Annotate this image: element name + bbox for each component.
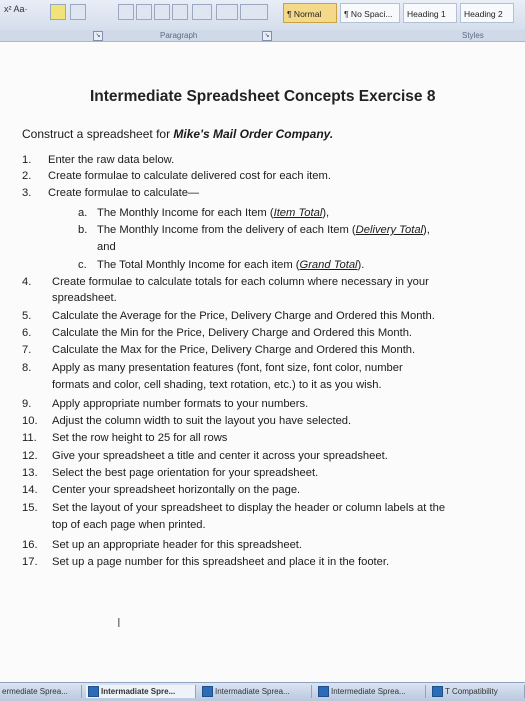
list-item: Calculate the Average for the Price, Delivery Charge and Ordered this Month. bbox=[52, 310, 435, 322]
defined-term: Delivery Total bbox=[355, 224, 424, 236]
list-item: Set the layout of your spreadsheet to display the header or column labels at the bbox=[52, 502, 446, 514]
highlight-color-button[interactable] bbox=[50, 4, 66, 20]
list-number: 17. bbox=[22, 556, 38, 568]
list-item: Apply appropriate number formats to your numbers. bbox=[52, 398, 309, 410]
list-number: 9. bbox=[22, 398, 32, 410]
taskbar-item-5[interactable] bbox=[430, 685, 525, 698]
defined-term: Grand Total bbox=[299, 259, 358, 271]
list-item: Enter the raw data below. bbox=[48, 154, 175, 166]
list-item-text: The Total Monthly Income for each item ( bbox=[97, 259, 300, 271]
list-number: 12. bbox=[22, 450, 38, 462]
list-item-text: ), bbox=[423, 224, 430, 236]
taskbar-item-label: ermediate Sprea... bbox=[2, 687, 68, 696]
list-item: formats and color, cell shading, text rotation, etc.) to it as you wish. bbox=[52, 379, 382, 391]
taskbar-item-2[interactable] bbox=[86, 685, 196, 698]
font-size-controls[interactable]: x² Aa· bbox=[4, 4, 28, 14]
style-no-spacing[interactable]: ¶ No Spaci... bbox=[340, 3, 400, 23]
ribbon-group-labels bbox=[0, 30, 525, 42]
taskbar bbox=[0, 682, 525, 701]
justify-button[interactable] bbox=[172, 4, 188, 20]
list-number: 3. bbox=[22, 187, 32, 199]
taskbar-item-1[interactable] bbox=[0, 685, 82, 698]
list-number: 14. bbox=[22, 484, 38, 496]
list-item-text: The Monthly Income from the delivery of each Item ( bbox=[97, 224, 356, 236]
list-item: Calculate the Min for the Price, Delivery Charge and Ordered this Month. bbox=[52, 327, 413, 339]
paragraph-dialog-launcher-icon[interactable]: ↘ bbox=[262, 31, 272, 41]
taskbar-item-4[interactable] bbox=[316, 685, 426, 698]
list-item-text: ). bbox=[357, 259, 365, 271]
taskbar-item-label: Intermadiate Spre... bbox=[101, 687, 176, 696]
document-page[interactable] bbox=[0, 42, 525, 682]
list-number: 6. bbox=[22, 327, 32, 339]
word-document-icon bbox=[432, 686, 443, 697]
taskbar-item-3[interactable] bbox=[200, 685, 312, 698]
list-item: Select the best page orientation for your spreadsheet. bbox=[52, 467, 319, 479]
style-heading-2[interactable]: Heading 2 bbox=[460, 3, 514, 23]
style-normal[interactable]: ¶ Normal bbox=[283, 3, 337, 23]
list-item: Create formulae to calculate delivered cost for each item. bbox=[48, 170, 331, 182]
list-item: Set up a page number for this spreadsheet and place it in the footer. bbox=[52, 556, 390, 568]
list-number: c. bbox=[78, 259, 87, 271]
list-item: Adjust the column width to suit the layout you have selected. bbox=[52, 415, 352, 427]
list-item: Apply as many presentation features (font, font size, font color, number bbox=[52, 362, 403, 374]
list-number: 8. bbox=[22, 362, 32, 374]
list-number: 2. bbox=[22, 170, 32, 182]
list-item bbox=[97, 207, 329, 220]
list-item: Calculate the Max for the Price, Delivery Charge and Ordered this Month. bbox=[52, 344, 416, 356]
styles-group-label: Styles bbox=[462, 31, 484, 40]
style-heading-1[interactable]: Heading 1 bbox=[403, 3, 457, 23]
align-right-button[interactable] bbox=[154, 4, 170, 20]
list-item: spreadsheet. bbox=[52, 292, 117, 304]
list-item bbox=[97, 259, 364, 272]
list-number: 13. bbox=[22, 467, 38, 479]
intro-line bbox=[22, 127, 333, 141]
list-item: Center your spreadsheet horizontally on the page. bbox=[52, 484, 301, 496]
word-document-icon bbox=[88, 686, 99, 697]
taskbar-item-label: Intermediate Sprea... bbox=[331, 687, 406, 696]
list-number: 1. bbox=[22, 154, 32, 166]
list-number: 10. bbox=[22, 415, 38, 427]
font-dialog-launcher-icon[interactable]: ↘ bbox=[93, 31, 103, 41]
list-number: 11. bbox=[22, 432, 37, 444]
word-document-icon bbox=[318, 686, 329, 697]
list-number: b. bbox=[78, 224, 88, 236]
shading-button[interactable] bbox=[216, 4, 238, 20]
list-item: Create formulae to calculate totals for each column where necessary in your bbox=[52, 276, 429, 288]
font-color-button[interactable] bbox=[70, 4, 86, 20]
taskbar-item-label: Intermadiate Sprea... bbox=[215, 687, 290, 696]
list-item bbox=[97, 224, 430, 237]
text-cursor-icon: I bbox=[117, 615, 121, 630]
list-number: 7. bbox=[22, 344, 32, 356]
defined-term: Item Total bbox=[273, 207, 323, 219]
word-document-icon bbox=[202, 686, 213, 697]
align-left-button[interactable] bbox=[118, 4, 134, 20]
intro-prefix: Construct a spreadsheet for bbox=[22, 127, 174, 141]
list-item: Set the row height to 25 for all rows bbox=[52, 432, 228, 444]
list-number: a. bbox=[78, 207, 88, 219]
list-item: Give your spreadsheet a title and center it across your spreadsheet. bbox=[52, 450, 388, 462]
list-item: Set up an appropriate header for this spreadsheet. bbox=[52, 539, 303, 551]
list-item-text: ), bbox=[322, 207, 330, 219]
company-name: Mike's Mail Order Company. bbox=[173, 127, 334, 141]
align-center-button[interactable] bbox=[136, 4, 152, 20]
list-item: top of each page when printed. bbox=[52, 519, 206, 531]
list-number: 16. bbox=[22, 539, 38, 551]
document-title: Intermediate Spreadsheet Concepts Exercise 8 bbox=[90, 88, 436, 105]
list-number: 4. bbox=[22, 276, 32, 288]
list-number: 5. bbox=[22, 310, 32, 322]
borders-button[interactable] bbox=[240, 4, 268, 20]
line-spacing-button[interactable] bbox=[192, 4, 212, 20]
list-item: Create formulae to calculate— bbox=[48, 187, 200, 199]
list-item: and bbox=[97, 241, 116, 253]
list-item-text: The Monthly Income for each Item ( bbox=[97, 207, 274, 219]
list-number: 15. bbox=[22, 502, 38, 514]
ribbon bbox=[0, 0, 525, 31]
taskbar-item-label: T Compatibility bbox=[445, 687, 498, 696]
paragraph-group-label: Paragraph bbox=[160, 31, 198, 40]
